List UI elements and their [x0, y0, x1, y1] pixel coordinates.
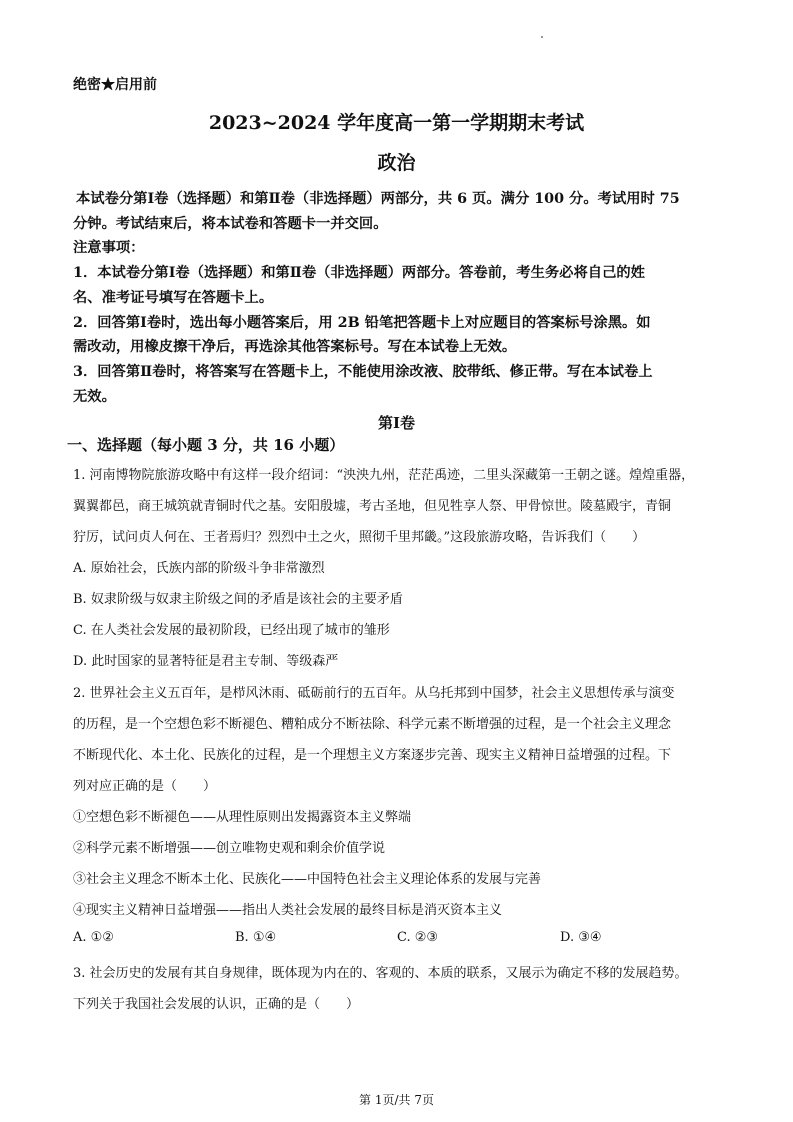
option-c: C. ②③ [397, 930, 439, 945]
question-text: 翼翼都邑，商王城筑就青铜时代之基。安阳殷墟，考古圣地，但见牲享人祭、甲骨惊世。陵墓殿宇，青铜 [73, 499, 672, 514]
exam-title: 2023~2024 学年度高一第一学期期末考试 [208, 112, 585, 134]
options-row [0, 930, 793, 950]
question-text: 1. 河南博物院旅游攻略中有这样一段介绍词：“泱泱九州，茫茫禹迹，二里头深藏第一王朝之谜。煌煌重器， [73, 468, 695, 483]
option-d: D. ③④ [560, 930, 602, 945]
notice-item: 无效。 [73, 389, 116, 405]
statement: ②科学元素不断增强——创立唯物史观和剩余价值学说 [73, 841, 386, 856]
question-text: 的历程，是一个空想色彩不断褪色、糟粕成分不断祛除、科学元素不断增强的过程，是一个社会主义理念 [73, 717, 672, 732]
question-text: 狞厉，试问贞人何在、王者焉归？烈烈中土之火，照彻千里邦畿。”这段旅游攻略，告诉我们（ ） [73, 530, 646, 545]
intro-line: 分钟。考试结束后，将本试卷和答题卡一并交回。 [73, 216, 388, 232]
subject-title: 政治 [377, 152, 416, 174]
intro-line: 本试卷分第Ⅰ卷（选择题）和第Ⅱ卷（非选择题）两部分，共 6 页。满分 100 分。考试用时 75 [76, 191, 680, 207]
notice-item: 2．回答第Ⅰ卷时，选出每小题答案后，用 2B 铅笔把答题卡上对应题目的答案标号涂黑。如 [73, 315, 651, 331]
stray-dot [541, 36, 543, 38]
notice-item: 1．本试卷分第Ⅰ卷（选择题）和第Ⅱ卷（非选择题）两部分。答卷前，考生务必将自己的姓 [73, 265, 645, 281]
question-text: 列对应正确的是（ ） [73, 779, 217, 794]
section-title: 一、选择题（每小题 3 分，共 16 小题） [67, 436, 345, 454]
option-d: D. 此时国家的显著特征是君主专制、等级森严 [73, 654, 339, 669]
option-a: A. ①② [73, 930, 114, 945]
statement: ③社会主义理念不断本土化、民族化——中国特色社会主义理论体系的发展与完善 [73, 872, 542, 887]
option-b: B. ①④ [235, 930, 277, 945]
page-number: 第 1页/共 7页 [359, 1093, 434, 1107]
question-text: 2. 世界社会主义五百年，是栉风沐雨、砥砺前行的五百年。从乌托邦到中国梦，社会主义思想传承与演变 [73, 686, 675, 701]
notice-item: 名、准考证号填写在答题卡上。 [73, 290, 274, 306]
part-title: 第Ⅰ卷 [377, 414, 416, 432]
question-text: 下列关于我国社会发展的认识，正确的是（ ） [73, 997, 360, 1012]
question-text: 不断现代化、本土化、民族化的过程，是一个理想主义方案逐步完善、现实主义精神日益增强的过程。下 [73, 748, 672, 763]
statement: ④现实主义精神日益增强——指出人类社会发展的最终目标是消灭资本主义 [73, 903, 503, 918]
notice-title: 注意事项： [73, 240, 145, 256]
secret-label: 绝密★启用前 [73, 77, 157, 93]
option-b: B. 奴隶阶级与奴隶主阶级之间的矛盾是该社会的主要矛盾 [73, 592, 403, 607]
notice-item: 需改动，用橡皮擦干净后，再选涂其他答案标号。写在本试卷上无效。 [73, 339, 517, 355]
option-c: C. 在人类社会发展的最初阶段，已经出现了城市的雏形 [73, 623, 390, 638]
question-text: 3. 社会历史的发展有其自身规律，既体现为内在的、客观的、本质的联系，又展示为确定不移的发展趋势。 [73, 966, 688, 981]
statement: ①空想色彩不断褪色——从理性原则出发揭露资本主义弊端 [73, 810, 412, 825]
notice-item: 3．回答第Ⅱ卷时，将答案写在答题卡上，不能使用涂改液、胶带纸、修正带。写在本试卷上 [73, 364, 653, 380]
option-a: A. 原始社会，氏族内部的阶级斗争非常激烈 [73, 561, 325, 576]
